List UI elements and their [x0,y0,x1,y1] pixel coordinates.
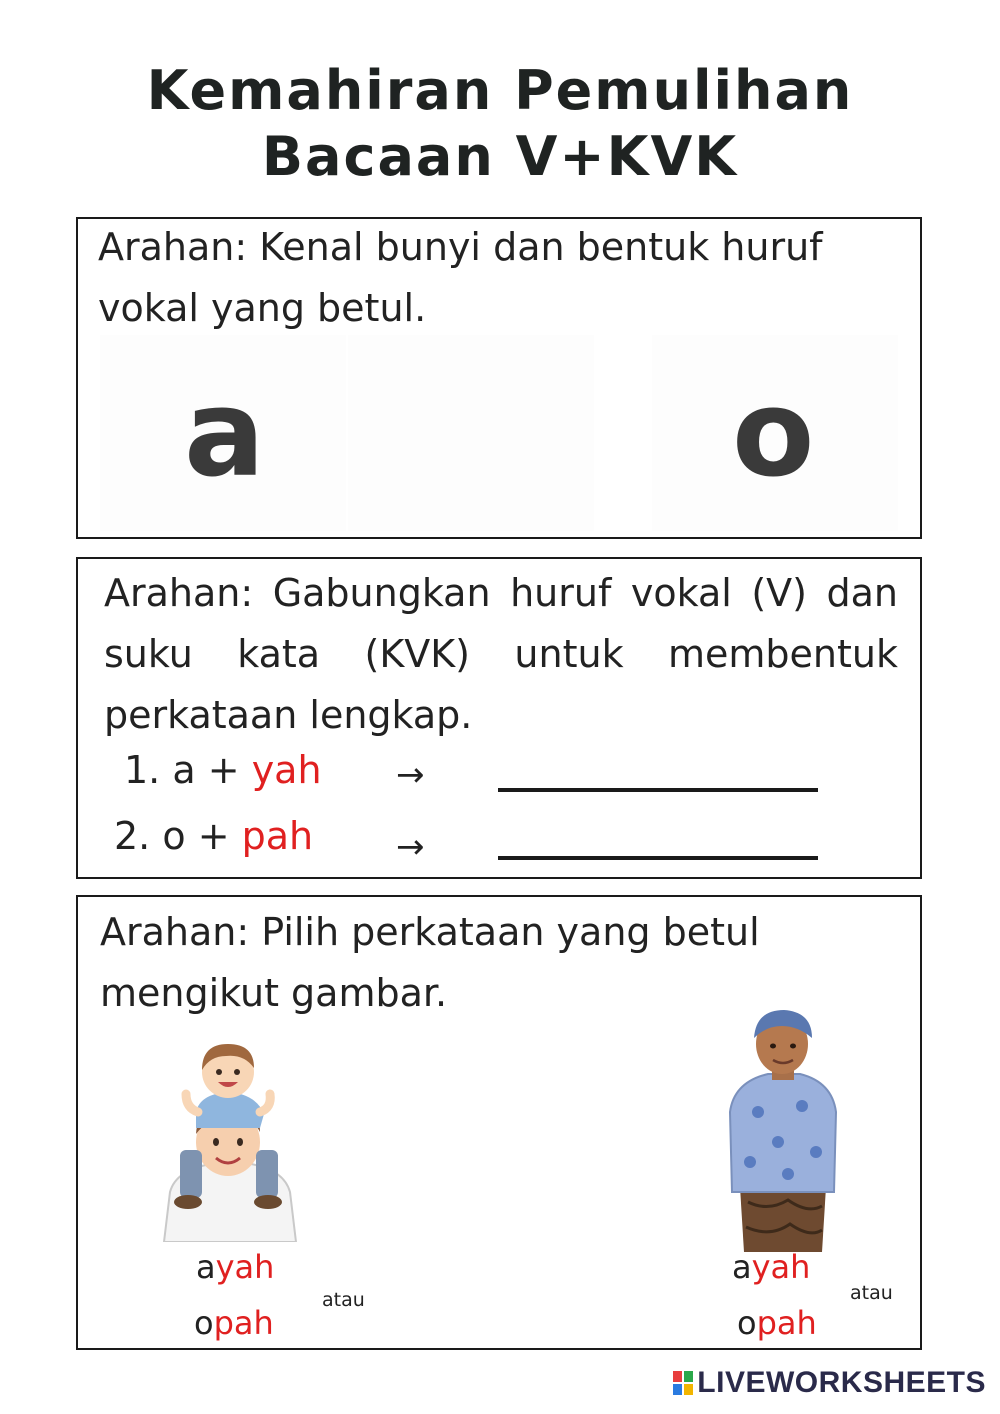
section-combine-syllables [76,557,922,879]
question-number: 1. [124,748,161,792]
choice-syllable: yah [215,1248,275,1286]
liveworksheets-logo-icon [673,1371,693,1395]
instruction-1: Arahan: Kenal bunyi dan bentuk huruf vokal yang betul. [98,225,823,330]
page-title [0,58,1000,190]
atau-label-1: atau [322,1289,365,1311]
instruction-2: Arahan: Gabungkan huruf vokal (V) dan suku kata (KVK) untuk membentuk perkataan lengkap. [104,571,898,737]
choice-ayah-2[interactable] [732,1247,810,1287]
section-recognize-vowels [76,217,922,539]
vowel-card-empty[interactable] [348,335,594,531]
question-syllable: pah [241,814,314,858]
plus-sign: + [197,814,230,858]
section-choose-word [76,895,922,1350]
liveworksheets-logo[interactable] [673,1366,986,1400]
elderly-woman-illustration [718,1002,848,1252]
vowel-a: a [184,365,265,504]
choice-vowel: o [737,1304,757,1342]
title-line-2: Bacaan V+KVK [261,125,739,188]
title-line-1: Kemahiran Pemulihan [146,59,854,122]
vowel-card-a[interactable] [100,335,346,531]
atau-label-2: atau [850,1282,893,1304]
question-2 [114,813,313,859]
choice-ayah-1[interactable] [196,1247,274,1287]
brand-name: LIVEWORKSHEETS [697,1366,986,1399]
choice-syllable: yah [751,1248,811,1286]
choice-syllable: pah [756,1304,817,1342]
answer-blank-2[interactable] [498,856,818,860]
instruction-3: Arahan: Pilih perkataan yang betul mengikut gambar. [100,910,760,1015]
answer-blank-1[interactable] [498,788,818,792]
vowel-o: o [732,365,815,504]
choice-vowel: a [732,1248,752,1286]
father-son-illustration [156,1042,301,1242]
choice-vowel: o [194,1304,214,1342]
choice-vowel: a [196,1248,216,1286]
arrow-icon: → [396,755,425,795]
arrow-icon: → [396,827,425,867]
question-1 [124,747,322,793]
vowel-card-o[interactable] [652,335,898,531]
question-syllable: yah [251,748,322,792]
question-number: 2. [114,814,151,858]
choice-syllable: pah [213,1304,274,1342]
choice-opah-1[interactable] [194,1303,274,1343]
question-vowel: o [162,814,186,858]
plus-sign: + [207,748,240,792]
question-vowel: a [172,748,196,792]
choice-opah-2[interactable] [737,1303,817,1343]
